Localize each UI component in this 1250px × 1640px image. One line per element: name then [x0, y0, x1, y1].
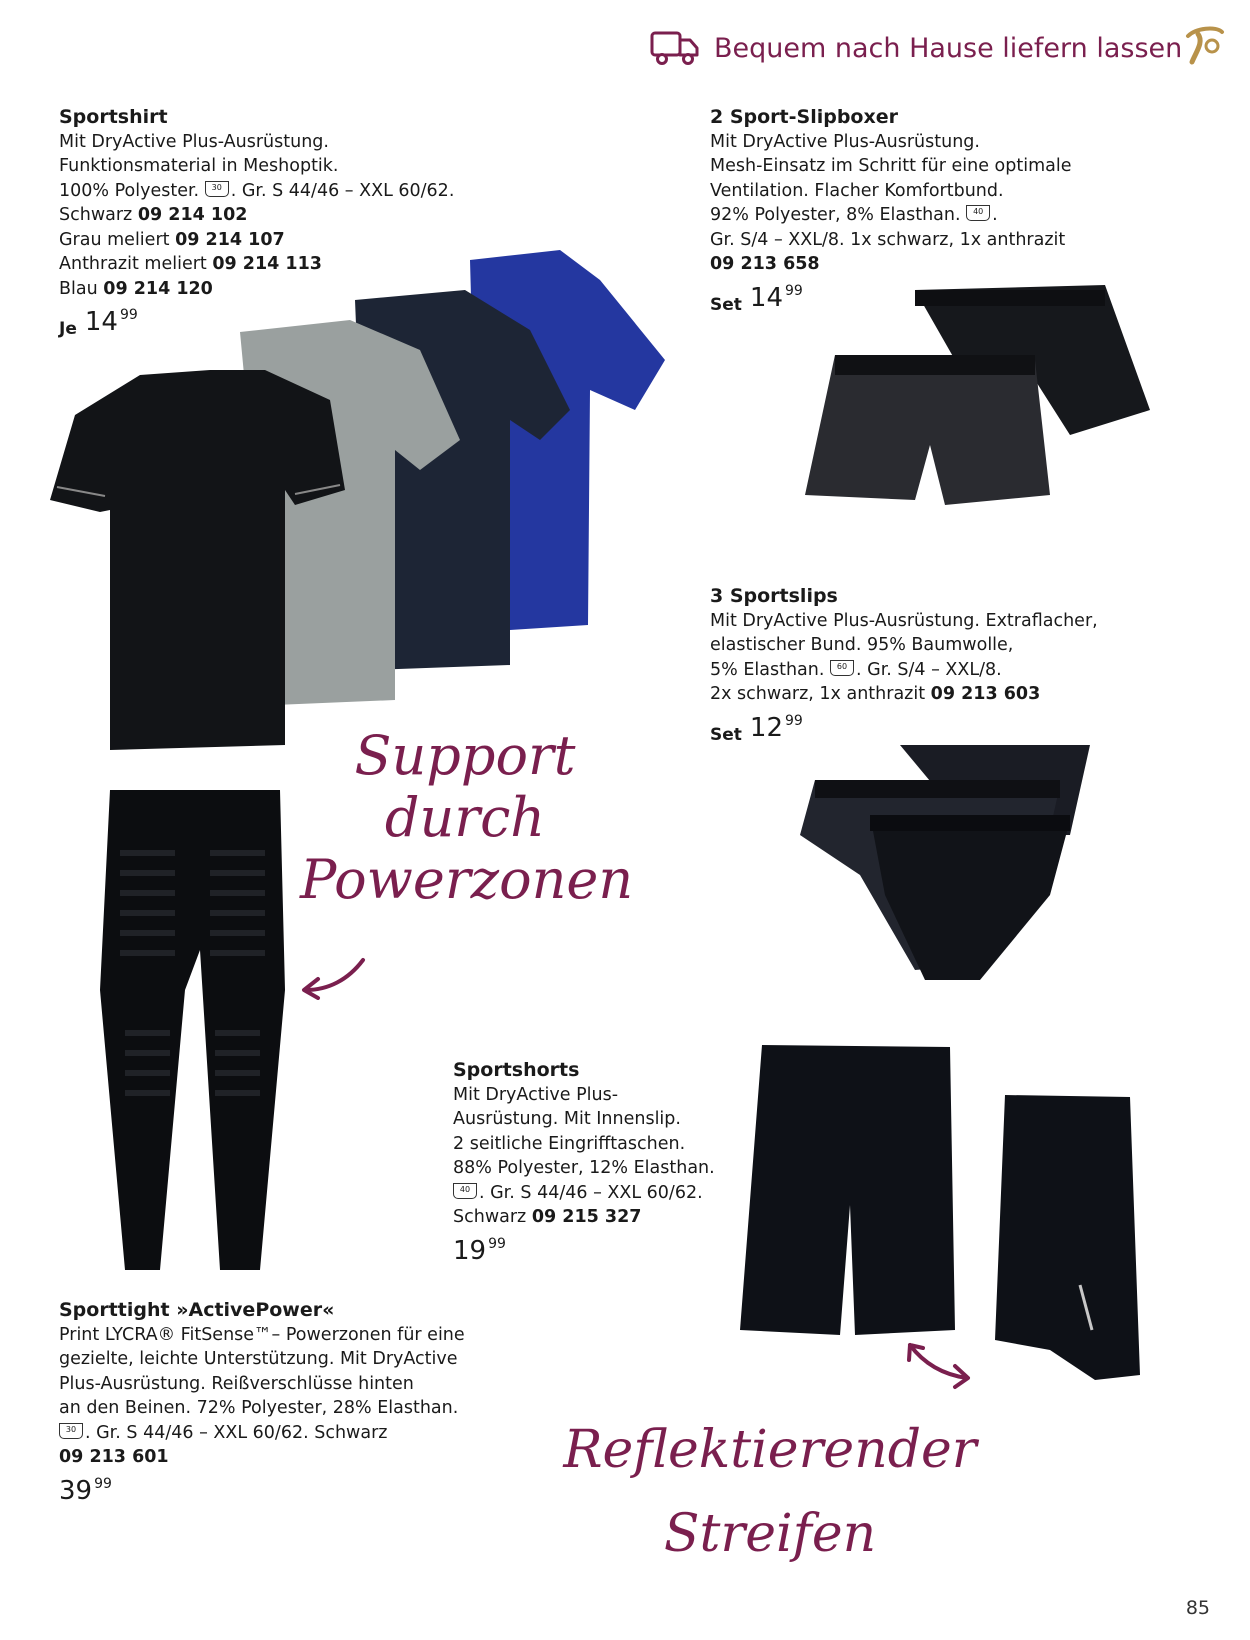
- product-title: Sporttight »ActivePower«: [59, 1299, 335, 1321]
- description-line: an den Beinen. 72% Polyester, 28% Elasthan.: [59, 1398, 459, 1418]
- sportshirt-image: [40, 240, 680, 760]
- slogan-line: durch: [384, 786, 546, 849]
- variant-line: [59, 203, 454, 228]
- material-line: 5% Elasthan. 60 . Gr. S/4 – XXL/8.: [710, 659, 1002, 680]
- price-decimal: 99: [785, 282, 803, 299]
- brand-logo: [1182, 22, 1226, 66]
- description-line: Mit DryActive Plus-: [453, 1084, 619, 1105]
- description-line: Mit DryActive Plus-Ausrüstung. Extraflacher,: [710, 610, 1098, 631]
- article-number: 09 213 658: [710, 254, 820, 274]
- product-title: 3 Sportslips: [710, 585, 838, 607]
- price-prefix: Set: [710, 294, 742, 315]
- description-line: Funktionsmaterial in Meshoptik.: [59, 156, 339, 176]
- description-line: Mit DryActive Plus-Ausrüstung.: [710, 131, 980, 152]
- description-line: Ausrüstung. Mit Innenslip.: [453, 1109, 681, 1129]
- sizes: Gr. S/4 – XXL/8. 1x schwarz, 1x anthrazit: [710, 229, 1066, 250]
- reflective-slogan: [560, 1408, 980, 1576]
- variant-line: [710, 682, 1098, 707]
- price-prefix: Set: [710, 724, 742, 745]
- size-line: [59, 1421, 465, 1446]
- price-integer: 12: [749, 712, 783, 743]
- delivery-banner[interactable]: [650, 22, 1182, 74]
- variant-color: Anthrazit meliert: [59, 254, 207, 274]
- price: [453, 1236, 715, 1266]
- description-line: Print LYCRA® FitSense™– Powerzonen für eine: [59, 1324, 465, 1345]
- variant-color: Blau: [59, 278, 98, 299]
- slogan-line: Streifen: [663, 1504, 877, 1564]
- product-title: Sportshorts: [453, 1059, 580, 1081]
- price: [59, 1476, 465, 1506]
- material-line: 92% Polyester, 8% Elasthan. 40 .: [710, 205, 998, 225]
- price-decimal: 99: [488, 1235, 506, 1252]
- variant-color: Grau meliert: [59, 229, 170, 250]
- material: 88% Polyester, 12% Elasthan.: [453, 1158, 715, 1178]
- variant-color: 2x schwarz, 1x anthrazit: [710, 684, 926, 704]
- variant-color: Schwarz: [453, 1207, 527, 1227]
- sporttight-image: [100, 790, 290, 1275]
- article-number: 09 214 102: [137, 205, 248, 225]
- size-line: [453, 1181, 715, 1206]
- description-line: Mesh-Einsatz im Schritt für eine optimale: [710, 156, 1072, 176]
- article-number: 09 213 603: [930, 684, 1041, 704]
- description-line: elastischer Bund. 95% Baumwolle,: [710, 635, 1014, 655]
- price-decimal: 99: [94, 1475, 112, 1492]
- article-number: 09 214 120: [103, 278, 213, 299]
- description-line: Ventilation. Flacher Komfortbund.: [710, 180, 1004, 201]
- page-number: 85: [1185, 1597, 1210, 1619]
- arrow-right-icon: [905, 1340, 975, 1390]
- wash-care-icon: 30: [59, 1423, 83, 1439]
- price-integer: 39: [59, 1475, 93, 1506]
- description-line: 2 seitliche Eingrifftaschen.: [453, 1133, 686, 1154]
- slogan-line: Support: [354, 724, 576, 787]
- delivery-text: Bequem nach Hause liefern lassen: [714, 32, 1183, 64]
- wash-care-icon: 30: [205, 181, 229, 197]
- slipboxer-image: [805, 285, 1150, 530]
- price-integer: 14: [749, 282, 783, 313]
- material: 5% Elasthan.: [710, 659, 825, 680]
- slogan-line: Powerzonen: [300, 848, 634, 911]
- description-line: Mit DryActive Plus-Ausrüstung.: [59, 131, 329, 152]
- sizes: Gr. S 44/46 – XXL 60/62.: [241, 180, 455, 201]
- wash-care-icon: 60: [830, 660, 854, 676]
- wash-care-icon: 40: [966, 205, 990, 221]
- material-line: 100% Polyester. 30 . Gr. S 44/46 – XXL 60/62.: [59, 180, 455, 201]
- sizes: . Gr. S 44/46 – XXL 60/62.: [479, 1182, 703, 1203]
- variant-color: Schwarz: [59, 205, 133, 225]
- sportslips-image: [800, 745, 1100, 985]
- material: 100% Polyester.: [59, 180, 200, 201]
- arrow-left-icon: [298, 955, 368, 1000]
- description-line: Plus-Ausrüstung. Reißverschlüsse hinten: [59, 1373, 414, 1394]
- price: [710, 713, 1098, 748]
- article-number: 09 215 327: [531, 1207, 642, 1227]
- price-prefix: Je: [59, 319, 77, 339]
- price-decimal: 99: [785, 712, 803, 729]
- article-number: 09 214 107: [175, 229, 285, 250]
- price-integer: 14: [84, 307, 118, 337]
- price-decimal: 99: [119, 307, 138, 323]
- slogan-line: Reflektierender: [563, 1420, 977, 1480]
- sportshorts-info: [453, 1058, 715, 1266]
- price-integer: 19: [453, 1235, 487, 1266]
- sizes: Gr. S/4 – XXL/8.: [867, 659, 1002, 680]
- description-line: gezielte, leichte Unterstützung. Mit DryActive: [59, 1349, 458, 1369]
- variant-line: [453, 1205, 715, 1230]
- product-title: Sportshirt: [59, 106, 168, 128]
- sporttight-info: [59, 1298, 465, 1506]
- article-number: 09 214 113: [212, 254, 322, 274]
- wash-care-icon: 40: [453, 1183, 477, 1199]
- support-slogan: [300, 724, 634, 911]
- product-title: 2 Sport-Slipboxer: [710, 106, 898, 128]
- material: 92% Polyester, 8% Elasthan.: [710, 205, 961, 225]
- article-number: 09 213 601: [59, 1447, 169, 1467]
- sportslips-info: [710, 584, 1098, 747]
- sizes: . Gr. S 44/46 – XXL 60/62. Schwarz: [85, 1422, 388, 1443]
- truck-icon: [650, 28, 700, 68]
